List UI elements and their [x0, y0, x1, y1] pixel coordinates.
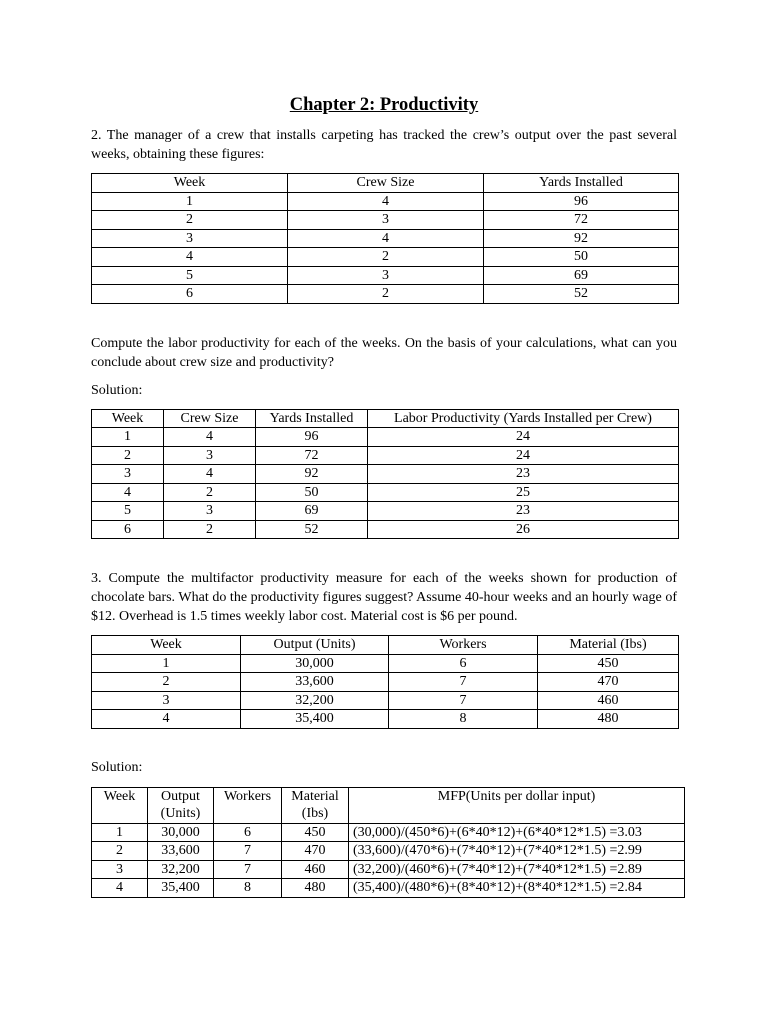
table-cell: 460	[282, 860, 349, 879]
column-header: Output (Units)	[241, 636, 389, 655]
column-header: Week	[92, 636, 241, 655]
question-3-text: 3. Compute the multifactor productivity measure for each of the weeks shown for production of chocolate bars. What do the productivity figures suggest? Assume 40-hour weeks and an hourly wage of $12. Overhead is 1.5 times weekly labor cost. Material cost is $6 per pound.	[91, 571, 677, 624]
table-header-row	[92, 409, 679, 428]
column-header: Crew Size	[288, 174, 484, 193]
question-2-text: 2. The manager of a crew that installs carpeting has tracked the crew’s output over the past several weeks, obtaining these figures:	[91, 128, 677, 162]
table-cell: 5	[92, 266, 288, 285]
table-cell: 23	[368, 465, 679, 484]
column-header: Crew Size	[164, 409, 256, 428]
table-cell: 4	[164, 428, 256, 447]
table-cell: 6	[389, 654, 538, 673]
table-cell: 470	[282, 842, 349, 861]
table-cell: 92	[484, 229, 679, 248]
table-cell: 2	[288, 248, 484, 267]
table-cell: 6	[92, 285, 288, 304]
table-cell: 35,400	[241, 710, 389, 729]
table-cell: 25	[368, 483, 679, 502]
table-cell: 23	[368, 502, 679, 521]
table-cell: 480	[282, 879, 349, 898]
table-cell: 32,200	[148, 860, 214, 879]
table-cell: 96	[256, 428, 368, 447]
table-cell: 1	[92, 192, 288, 211]
table-header-row	[92, 174, 679, 193]
table-cell: 52	[256, 520, 368, 539]
table-cell: 35,400	[148, 879, 214, 898]
table-cell: 450	[538, 654, 679, 673]
column-header: Workers	[389, 636, 538, 655]
table-cell: 50	[256, 483, 368, 502]
table-row	[92, 710, 679, 729]
column-header: Yards Installed	[484, 174, 679, 193]
table-cell: 33,600	[241, 673, 389, 692]
table-cell: 2	[92, 211, 288, 230]
table-cell: 24	[368, 428, 679, 447]
mfp-formula-cell: (35,400)/(480*6)+(8*40*12)+(8*40*12*1.5) =2.84	[349, 879, 685, 898]
table-header-row	[92, 636, 679, 655]
table-row	[92, 266, 679, 285]
table-cell: 1	[92, 654, 241, 673]
table-row	[92, 248, 679, 267]
table-row	[92, 691, 679, 710]
table-row	[92, 654, 679, 673]
table-cell: 33,600	[148, 842, 214, 861]
column-header: Labor Productivity (Yards Installed per Crew)	[368, 409, 679, 428]
table-row	[92, 673, 679, 692]
column-header: MFP(Units per dollar input)	[349, 787, 685, 823]
table-cell: 4	[288, 229, 484, 248]
table-cell: 6	[92, 520, 164, 539]
table-cell: 4	[92, 879, 148, 898]
mfp-formula-cell: (33,600)/(470*6)+(7*40*12)+(7*40*12*1.5) =2.99	[349, 842, 685, 861]
table-row	[92, 285, 679, 304]
table-row	[92, 446, 679, 465]
table-body	[92, 192, 679, 303]
table-cell: 3	[164, 502, 256, 521]
table-cell: 2	[92, 842, 148, 861]
table-cell: 6	[214, 823, 282, 842]
table-row	[92, 823, 685, 842]
table-cell: 32,200	[241, 691, 389, 710]
table-cell: 72	[484, 211, 679, 230]
table-cell: 450	[282, 823, 349, 842]
table-cell: 8	[214, 879, 282, 898]
column-header: Output (Units)	[148, 787, 214, 823]
table-cell: 24	[368, 446, 679, 465]
table-row	[92, 502, 679, 521]
table-cell: 7	[214, 842, 282, 861]
document-page	[91, 92, 677, 898]
table-cell: 50	[484, 248, 679, 267]
table-row	[92, 520, 679, 539]
table-cell: 3	[288, 266, 484, 285]
table-cell: 96	[484, 192, 679, 211]
table-body	[92, 823, 685, 897]
table-cell: 2	[164, 483, 256, 502]
mfp-formula-cell: (32,200)/(460*6)+(7*40*12)+(7*40*12*1.5) =2.89	[349, 860, 685, 879]
table-row	[92, 483, 679, 502]
table-cell: 470	[538, 673, 679, 692]
solution-label: Solution:	[91, 759, 143, 775]
table-cell: 7	[389, 691, 538, 710]
question-2-prompt: Compute the labor productivity for each of the weeks. On the basis of your calculations, what can you conclude about crew size and productivity?	[91, 335, 677, 370]
table-cell: 2	[288, 285, 484, 304]
chocolate-production-table	[91, 635, 679, 729]
table-cell: 460	[538, 691, 679, 710]
solution-label: Solution:	[91, 382, 143, 398]
page-title: Chapter 2: Productivity	[289, 95, 479, 115]
table-body	[92, 654, 679, 728]
column-header: Yards Installed	[256, 409, 368, 428]
table-cell: 2	[92, 446, 164, 465]
table-cell: 1	[92, 428, 164, 447]
table-row	[92, 428, 679, 447]
column-header: Material (Ibs)	[282, 787, 349, 823]
column-header: Week	[92, 787, 148, 823]
table-cell: 3	[92, 229, 288, 248]
table-body	[92, 428, 679, 539]
table-cell: 4	[92, 483, 164, 502]
column-header: Material (Ibs)	[538, 636, 679, 655]
table-cell: 69	[256, 502, 368, 521]
table-cell: 4	[92, 248, 288, 267]
table-cell: 2	[164, 520, 256, 539]
table-cell: 92	[256, 465, 368, 484]
table-cell: 4	[288, 192, 484, 211]
table-row	[92, 211, 679, 230]
column-header: Workers	[214, 787, 282, 823]
table-row	[92, 879, 685, 898]
table-cell: 72	[256, 446, 368, 465]
table-cell: 3	[92, 860, 148, 879]
table-cell: 8	[389, 710, 538, 729]
table-cell: 3	[288, 211, 484, 230]
table-cell: 4	[164, 465, 256, 484]
table-cell: 7	[214, 860, 282, 879]
table-row	[92, 192, 679, 211]
table-cell: 52	[484, 285, 679, 304]
mfp-formula-cell: (30,000)/(450*6)+(6*40*12)+(6*40*12*1.5) =3.03	[349, 823, 685, 842]
table-row	[92, 229, 679, 248]
table-cell: 30,000	[241, 654, 389, 673]
column-header: Week	[92, 409, 164, 428]
table-row	[92, 465, 679, 484]
table-row	[92, 860, 685, 879]
table-cell: 26	[368, 520, 679, 539]
table-row	[92, 842, 685, 861]
table-cell: 69	[484, 266, 679, 285]
table-cell: 3	[164, 446, 256, 465]
column-header: Week	[92, 174, 288, 193]
labor-productivity-table	[91, 409, 679, 540]
table-cell: 7	[389, 673, 538, 692]
table-cell: 3	[92, 465, 164, 484]
table-header-row	[92, 787, 685, 823]
table-cell: 2	[92, 673, 241, 692]
table-cell: 480	[538, 710, 679, 729]
table-cell: 5	[92, 502, 164, 521]
table-cell: 1	[92, 823, 148, 842]
table-cell: 30,000	[148, 823, 214, 842]
table-cell: 3	[92, 691, 241, 710]
crew-output-table	[91, 173, 679, 304]
mfp-solution-table	[91, 787, 685, 898]
table-cell: 4	[92, 710, 241, 729]
